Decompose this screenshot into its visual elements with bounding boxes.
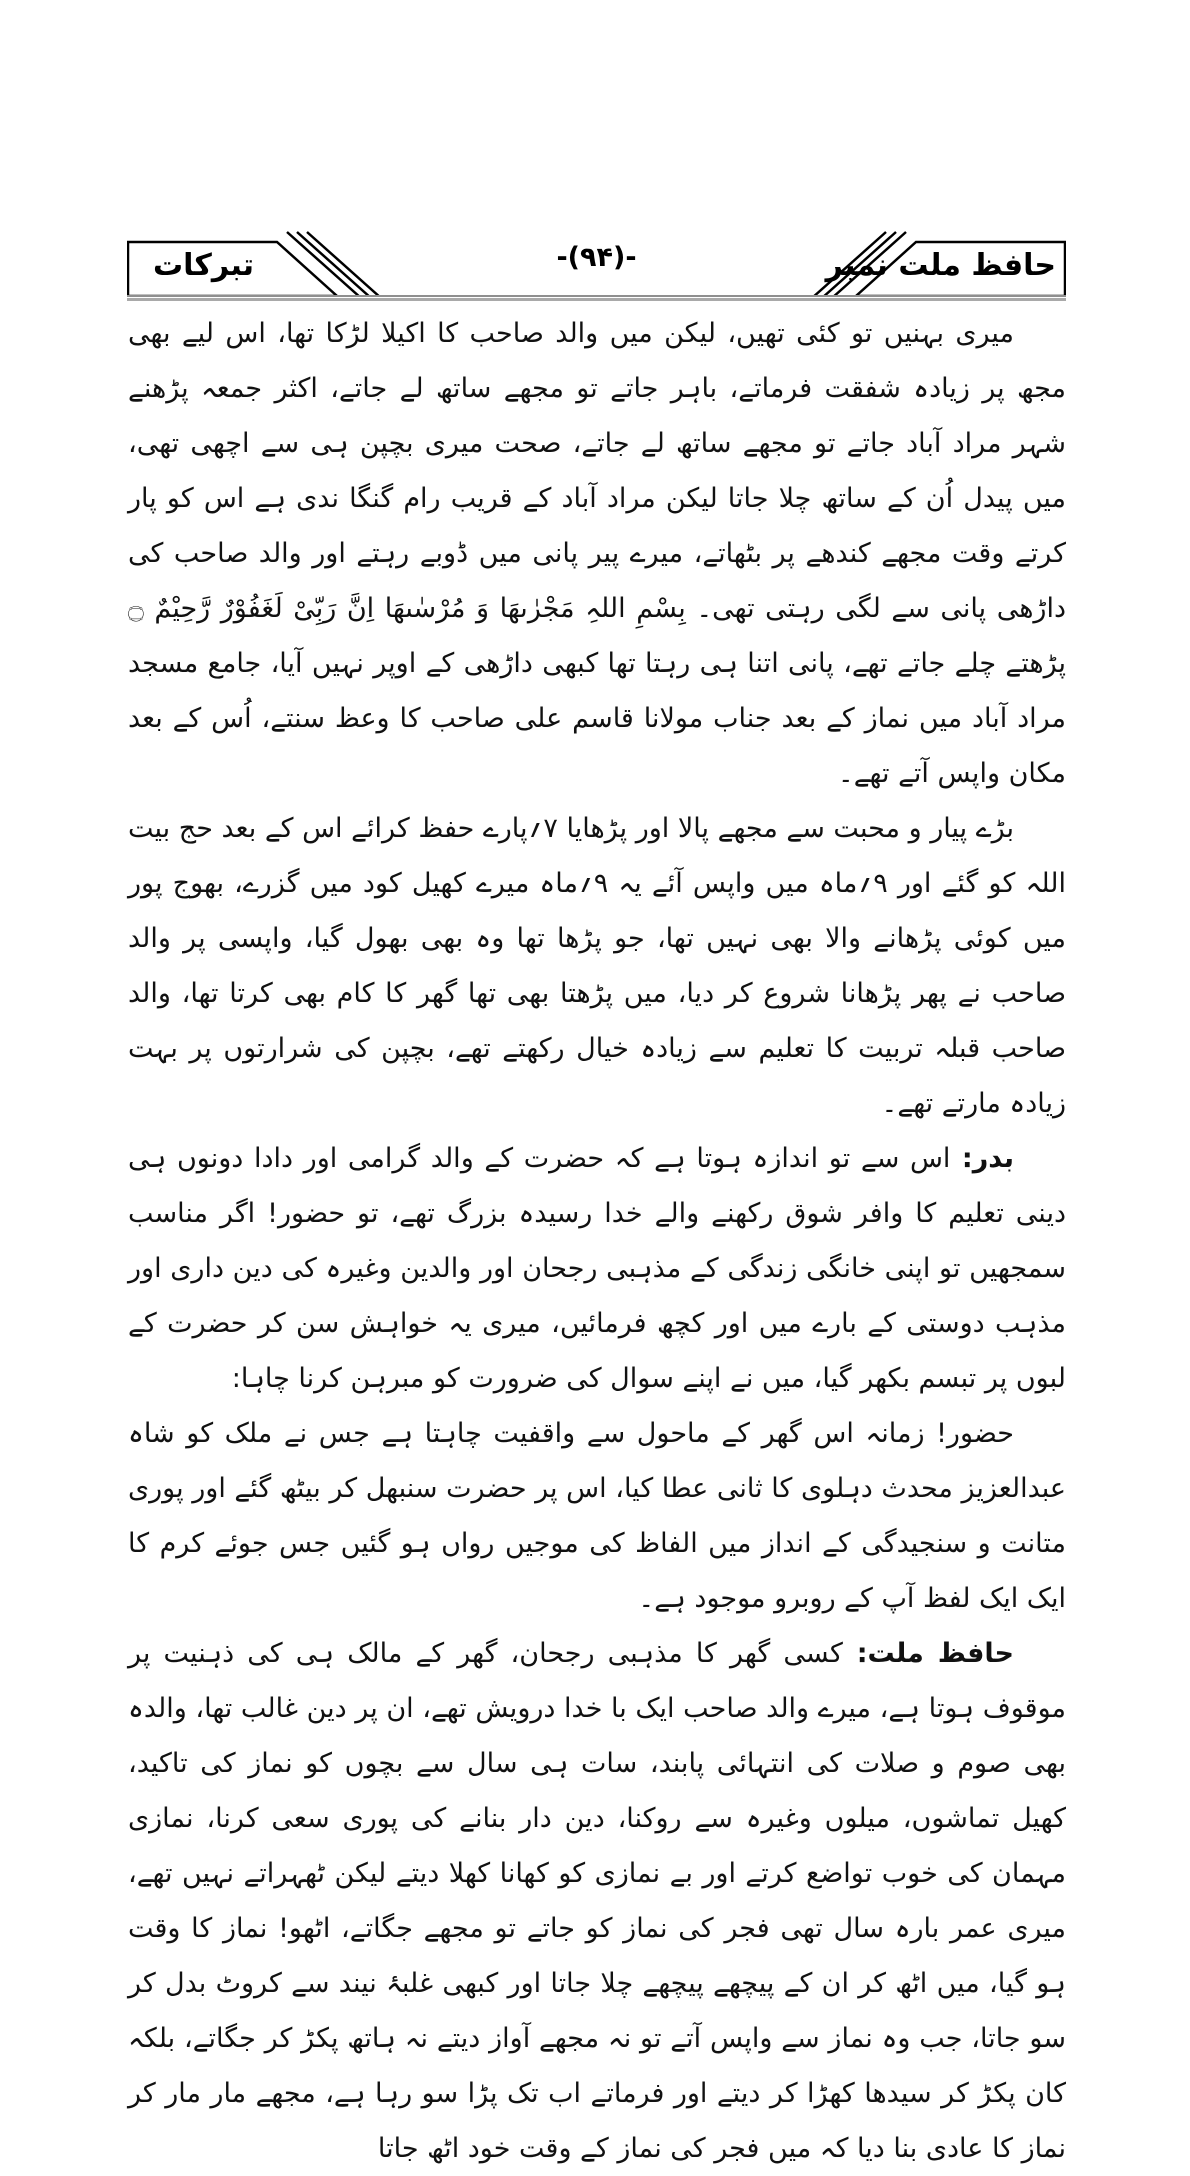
- paragraph: میری بہنیں تو کئی تھیں، لیکن میں والد صاحب کا اکیلا لڑکا تھا، اس لیے بھی مجھ پر زیادہ شفقت فرماتے، باہر جاتے تو مجھے ساتھ لے جاتے، اکثر جمعہ پڑھنے شہر مراد آباد جاتے تو مجھے ساتھ لے جاتے، صحت میری بچپن ہی سے اچھی تھی، میں پیدل اُن کے ساتھ چلا جاتا لیکن مراد آباد کے قریب رام گنگا ندی ہے اس کو پار کرتے وقت مجھے کندھے پر بٹھاتے، میرے پیر پانی میں ڈوبے رہتے اور والد صاحب کی داڑھی پانی سے لگی رہتی تھی۔ بِسْمِ اللہِ مَجْرٰىهَا وَ مُرْسٰىهَا اِنَّ رَبِّیْ لَغَفُوْرٌ رَّحِیْمٌ ۝ پڑھتے چلے جاتے تھے، پانی اتنا ہی رہتا تھا کبھی داڑھی کے اوپر نہیں آیا، جامع مسجد مراد آباد میں نماز کے بعد جناب مولانا قاسم علی صاحب کا وعظ سنتے، اُس کے بعد مکان واپس آتے تھے۔: [128, 318, 1066, 789]
- paragraph: حضور! زمانہ اس گھر کے ماحول سے واقفیت چاہتا ہے جس نے ملک کو شاہ عبدالعزیز محدث دہلوی کا ثانی عطا کیا، اس پر حضرت سنبھل کر بیٹھ گئے اور پوری متانت و سنجیدگی کے انداز میں الفاظ کی موجیں رواں ہو گئیں جس جوئے کرم کا ایک ایک لفظ آپ کے روبرو موجود ہے۔: [128, 1418, 1066, 1614]
- speaker-label: بدر:: [950, 1143, 1014, 1174]
- page-header: [127, 226, 1066, 298]
- book-title: حافظ ملت نمبر: [825, 248, 1056, 283]
- header-rule: [127, 295, 1066, 301]
- paragraph: حافظ ملت: کسی گھر کا مذہبی رجحان، گھر کے مالک ہی کی ذہنیت پر موقوف ہوتا ہے، میرے والد صاحب ایک با خدا درویش تھے، ان پر دین غالب تھا، والدہ بھی صوم و صلات کی انتہائی پابند، سات ہی سال سے بچوں کو نماز کی تاکید، کھیل تماشوں، میلوں وغیرہ سے روکنا، دین دار بنانے کی پوری سعی کرنا، نمازی مہمان کی خوب تواضع کرتے اور بے نمازی کو کھانا کھلا دیتے لیکن ٹھہراتے نہیں تھے، میری عمر بارہ سال تھی فجر کی نماز کو جاتے تو مجھے جگاتے، اٹھو! نماز کا وقت ہو گیا، میں اٹھ کر ان کے پیچھے پیچھے چلا جاتا اور کبھی غلبۂ نیند سے کروٹ بدل کر سو جاتا، جب وہ نماز سے واپس آتے تو نہ مجھے آواز دیتے نہ ہاتھ پکڑ کر جگاتے، بلکہ کان پکڑ کر سیدھا کھڑا کر دیتے اور فرماتے اب تک پڑا سو رہا ہے، مجھے مار مار کر نماز کا عادی بنا دیا کہ میں فجر کی نماز کے وقت خود اٹھ جاتا: [128, 1638, 1066, 2164]
- speaker-label: حافظ ملت:: [842, 1638, 1014, 1669]
- paragraph: بدر: اس سے تو اندازہ ہوتا ہے کہ حضرت کے والد گرامی اور دادا دونوں ہی دینی تعلیم کا وافر شوق رکھنے والے خدا رسیدہ بزرگ تھے، تو حضور! اگر مناسب سمجھیں تو اپنی خانگی زندگی کے مذہبی رجحان اور والدین وغیرہ کی دین داری اور مذہب دوستی کے بارے میں اور کچھ فرمائیں، میری یہ خواہش سن کر حضرت کے لبوں پر تبسم بکھر گیا، میں نے اپنے سوال کی ضرورت کو مبرہن کرنا چاہا:: [128, 1143, 1066, 1394]
- header-section-box: [127, 226, 407, 298]
- section-title: تبرکات: [153, 248, 255, 283]
- header-title-box: [786, 226, 1066, 298]
- page-number: -(۹۴)-: [556, 242, 637, 273]
- body-text: [128, 306, 1066, 2176]
- paragraph: بڑے پیار و محبت سے مجھے پالا اور پڑھایا ۷؍پارے حفظ کرائے اس کے بعد حج بیت اللہ کو گئے اور ۹؍ماہ میں واپس آئے یہ ۹؍ماہ میرے کھیل کود میں گزرے، بھوج پور میں کوئی پڑھانے والا بھی نہیں تھا، جو پڑھا تھا وہ بھی بھول گیا، واپسی پر والد صاحب نے پھر پڑھانا شروع کر دیا، میں پڑھتا بھی تھا گھر کا کام بھی کرتا تھا، والد صاحب قبلہ تربیت کا تعلیم سے زیادہ خیال رکھتے تھے، بچپن کی شرارتوں پر بہت زیادہ مارتے تھے۔: [128, 813, 1066, 1119]
